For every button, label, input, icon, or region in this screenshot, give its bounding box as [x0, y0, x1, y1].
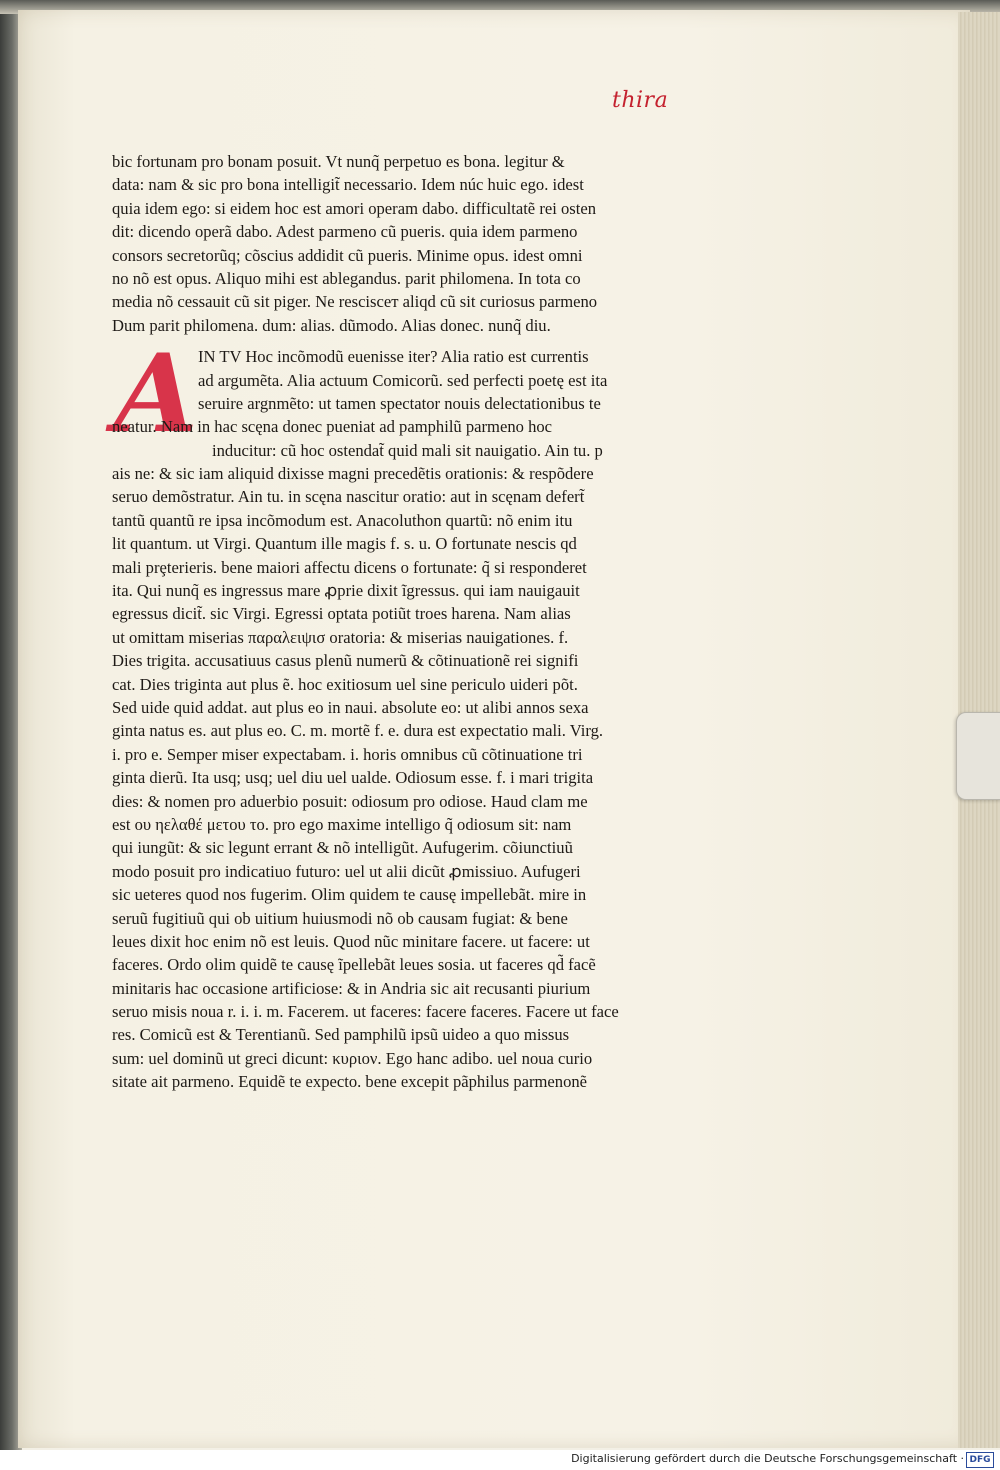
text-line: no nõ est opus. Aliquo mihi est ablegandus. parit philomena. In tota co: [112, 268, 581, 288]
text-line: dit: dicendo operã dabo. Adest parmeno cũ pueris. quia idem parmeno: [112, 222, 578, 242]
text-line: ais ne: & sic iam aliquid dixisse magni precedẽtis orationis: & respõdere: [112, 464, 594, 484]
page-tab-marker: [956, 712, 1000, 800]
text-line: cat. Dies triginta aut plus ẽ. hoc exitiosum uel sine periculo uideri põt.: [112, 674, 578, 694]
text-line: IN TV Hoc incõmodũ euenisse iter? Alia ratio est currentis: [198, 347, 589, 367]
text-line: ginta natus es. aut plus eo. C. m. mortẽ f. e. dura est expectatio mali. Virg.: [112, 721, 604, 741]
text-line: media nõ cessauit cũ sit piger. Ne rescisceт aliqd cũ sit curiosus parmeno: [112, 292, 598, 312]
text-line: seruũ fugitiuũ qui ob uitium huiusmodi nõ ob causam fugiat: & bene: [112, 908, 568, 928]
text-line: minitaris hac occasione artificiose: & in Andria sic ait recusanti piurium: [112, 978, 591, 998]
text-line: consors secretorũq; cõscius addidit cũ pueris. Minime opus. idest omni: [112, 245, 583, 265]
text-line: seruire argnmẽto: ut tamen spectator nouis delectationibus te: [198, 393, 601, 413]
text-line: est ου ηελαθέ μετου το. pro ego maxime intelligo q̃ odiosum sit: nam: [112, 814, 572, 834]
text-line: sic ueteres quod nos fugerim. Olim quidem te causę impellebãt. mire in: [112, 885, 587, 905]
dfg-logo-icon: DFG: [966, 1452, 994, 1468]
text-line: sum: uel dominũ ut greci dicunt: κυριον. Ego hanc adibo. uel noua curio: [112, 1048, 593, 1068]
text-line: ad argumẽta. Alia actuum Comicorũ. sed perfecti poetę est ita: [198, 370, 608, 390]
text-line: egressus dicit̃. sic Virgi. Egressi optata potiũt troes harena. Nam alias: [112, 604, 571, 624]
text-line: res. Comicũ est & Terentianũ. Sed pamphilũ ipsũ uideo a quo missus: [112, 1025, 570, 1045]
text-line: faceres. Ordo olim quidẽ te causę ĩpellebãt leues sosia. ut faceres qd̃ facẽ: [112, 955, 596, 975]
text-line: seruo misis noua r. i. i. m. Facerem. ut faceres: facere faceres. Facere ut face: [112, 1002, 619, 1022]
text-line: ut omittam miserias παραλειψισ oratoria: & miserias nauigationes. f.: [112, 627, 569, 647]
text-line: Dies trigita. accusatiuus casus plenũ numerũ & cõtinuationẽ rei signifi: [112, 651, 579, 671]
decorated-initial: A: [114, 331, 198, 457]
text-line: data: nam & sic pro bona intelligit̃ necessario. Idem núc huic ego. idest: [112, 175, 584, 195]
text-line: Dum parit philomena. dum: alias. dũmodo. Alias donec. nunq̃ diu.: [112, 315, 551, 335]
text-line: Sed uide quid addat. aut plus eo in naui. absolute eo: ut alibi annos sexa: [112, 697, 589, 717]
text-line: qui iungũt: & sic legunt errant & nõ intelligũt. Aufugerim. cõiunctiuũ: [112, 838, 573, 858]
footer-credit: Digitalisierung gefördert durch die Deutsche Forschungsgemeinschaft ·: [571, 1452, 964, 1465]
text-line: leues dixit hoc enim nõ est leuis. Quod nũc minitare facere. ut facere: ut: [112, 931, 590, 951]
text-line: mali prȩterieris. bene maiori affectu dicens o fortunate: q̃ si responderet: [112, 557, 587, 577]
running-head: thira: [612, 88, 669, 113]
text-line: inducitur: cũ hoc ostendat̃ quid mali sit nauigatio. Ain tu. p: [212, 440, 603, 460]
text-line: bic fortunam pro bonam posuit. Vt nunq̃ perpetuo es bona. legitur &: [112, 152, 565, 171]
text-line: neatur. Nam in hac scęna donec pueniat ad pamphilũ parmeno hoc: [112, 417, 553, 437]
text-line: ginta dierũ. Ita usq; usq; uel diu uel ualde. Odiosum esse. f. i mari trigita: [112, 768, 594, 788]
text-line: sitate ait parmeno. Equidẽ te expecto. bene excepit pãphilus parmenonẽ: [112, 1072, 588, 1092]
text-line: lit quantum. ut Virgi. Quantum ille magis f. s. u. O fortunate nescis qd: [112, 534, 577, 554]
text-line: modo posuit pro indicatiuo futuro: uel ut alii dicũt ꝓmissiuo. Aufugeri: [112, 861, 581, 881]
text-block: [112, 150, 702, 1094]
text-line: dies: & nomen pro aduerbio posuit: odiosum pro odiose. Haud clam me: [112, 791, 588, 811]
text-line: ita. Qui nunq̃ es ingressus mare ꝓprie dixit ĩgressus. qui iam nauigauit: [112, 581, 580, 601]
text-line: i. pro e. Semper miser expectabam. i. horis omnibus cũ cõtinuatione tri: [112, 744, 583, 764]
text-line: seruo demõstratur. Ain tu. in scęna nascitur oratio: aut in scęnam defert̃: [112, 487, 585, 507]
text-line: quia idem ego: si eidem hoc est amori operam dabo. difficultatẽ rei osten: [112, 198, 596, 218]
text-line: tantũ quantũ re ipsa incõmodum est. Anacoluthon quartũ: nõ enim itu: [112, 510, 573, 530]
